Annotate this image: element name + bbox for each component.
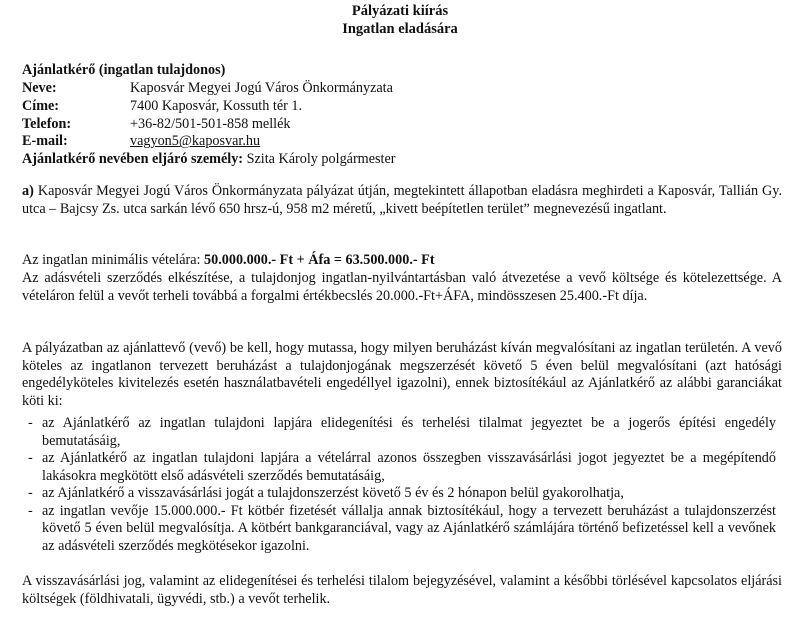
bidder-email-label: E-mail:: [22, 133, 68, 150]
bidder-name-row: [22, 80, 782, 98]
bidder-address-label: Címe:: [22, 97, 60, 114]
investment-paragraph: [22, 340, 782, 410]
guarantee-item-text: az Ajánlatkérő a visszavásárlási jogát a tulajdonszerzést követő 5 év és 2 hónapon belül gyakorolhatja,: [42, 485, 624, 501]
bidder-representative-value: Szita Károly polgármester: [246, 151, 396, 168]
bidder-email-link[interactable]: vagyon5@kaposvar.hu: [130, 133, 261, 150]
bidder-section: [22, 62, 782, 169]
bidder-heading: Ajánlatkérő (ingatlan tulajdonos): [22, 62, 226, 78]
section-a-paragraph: [22, 183, 782, 218]
section-a-marker: a): [22, 183, 34, 199]
guarantee-item: [26, 450, 776, 485]
price-line: [22, 252, 782, 270]
guarantee-item-text: az Ajánlatkérő az ingatlan tulajdoni lapjára a vételárral azonos összegben visszavásárlási jogot jegyeztet be a megépítendő lakásokra megkötött első adásvételi szerződés bemutatásáig,: [42, 450, 776, 484]
investment-text: A pályázatban az ajánlattevő (vevő) be kell, hogy mutassa, hogy milyen beruházást kíván megvalósítani az ingatlan területén. A vevő köteles az ingatlanon tervezett beruházást a tulajdonjogának megszerzését követő 5 éven belül megvalósítani (azt hatósági engedélyköteles kivitelezés esetén használatbavételi engedéllyel igazolni), ennek biztosítékául az Ajánlatkérő az alábbi garanciákat köti ki:: [22, 340, 782, 409]
guarantee-item: [26, 485, 776, 503]
guarantee-item-text: az ingatlan vevője 15.000.000.- Ft kötbér fizetését vállalja annak biztosítékául, hogy a tervezett beruházást a tulajdonszerzést követő 5 éven belül megvalósítja. A kötbért bankgaranciával, vagy az Ajánlatkérő számlájára történő befizetéssel kell a vevőnek az adásvételi szerződés megkötésekor igazolni.: [42, 502, 776, 554]
document-subtitle: Ingatlan eladására: [342, 21, 458, 37]
closing-paragraph: [22, 573, 782, 608]
section-a-text: Kaposvár Megyei Jogú Város Önkormányzata pályázat útján, megtekintett állapotban eladásra meghirdeti a Kaposvár, Tallián Gy. utca – Bajcsy Zs. utca sarkán lévő 650 hrsz-ú, 958 m2 méretű, „kivett beépítetlen terület” megnevezésű ingatlant.: [22, 183, 783, 217]
guarantee-item: [26, 503, 776, 556]
bidder-phone-label: Telefon:: [22, 115, 72, 132]
guarantee-item-text: az Ajánlatkérő az ingatlan tulajdoni lapjára elidegenítési és terhelési tilalmat jegyeztet be a jogerős építési engedély bemutatásáig,: [42, 415, 776, 449]
price-value: 50.000.000.- Ft + Áfa = 63.500.000.- Ft: [204, 252, 435, 268]
price-costs-text: Az adásvételi szerződés elkészítése, a tulajdonjog ingatlan-nyilvántartásban való átvezetése a vevő költsége és kötelezettsége. A vételáron felül a vevőt terheli továbbá a forgalmi értékbecslés 20.000.-Ft+ÁFA, mindösszesen 25.400.-Ft díja.: [22, 270, 782, 304]
bidder-representative-label: Ajánlatkérő nevében eljáró személy:: [22, 151, 244, 168]
bidder-phone-row: [22, 116, 782, 134]
document-title: Pályázati kiírás: [351, 3, 449, 19]
bidder-name-label: Neve:: [22, 80, 57, 96]
bidder-representative-row: [22, 151, 782, 169]
bidder-phone-value: +36-82/501-501-858 mellék: [130, 115, 291, 132]
bidder-address-row: [22, 98, 782, 116]
bidder-address-value: 7400 Kaposvár, Kossuth tér 1.: [130, 97, 303, 114]
closing-text: A visszavásárlási jog, valamint az elidegenítései és terhelési tilalom bejegyzésével, valamint a későbbi törlésével kapcsolatos eljárási költségek (földhivatali, ügyvédi, stb.) a vevőt terhelik.: [22, 573, 782, 607]
guarantee-list: [26, 415, 776, 555]
price-costs-paragraph: [22, 270, 782, 305]
bidder-email-row: [22, 133, 782, 151]
price-label: Az ingatlan minimális vételára:: [22, 252, 201, 268]
guarantee-item: [26, 415, 776, 450]
bidder-name-value: Kaposvár Megyei Jogú Város Önkormányzata: [130, 80, 393, 96]
